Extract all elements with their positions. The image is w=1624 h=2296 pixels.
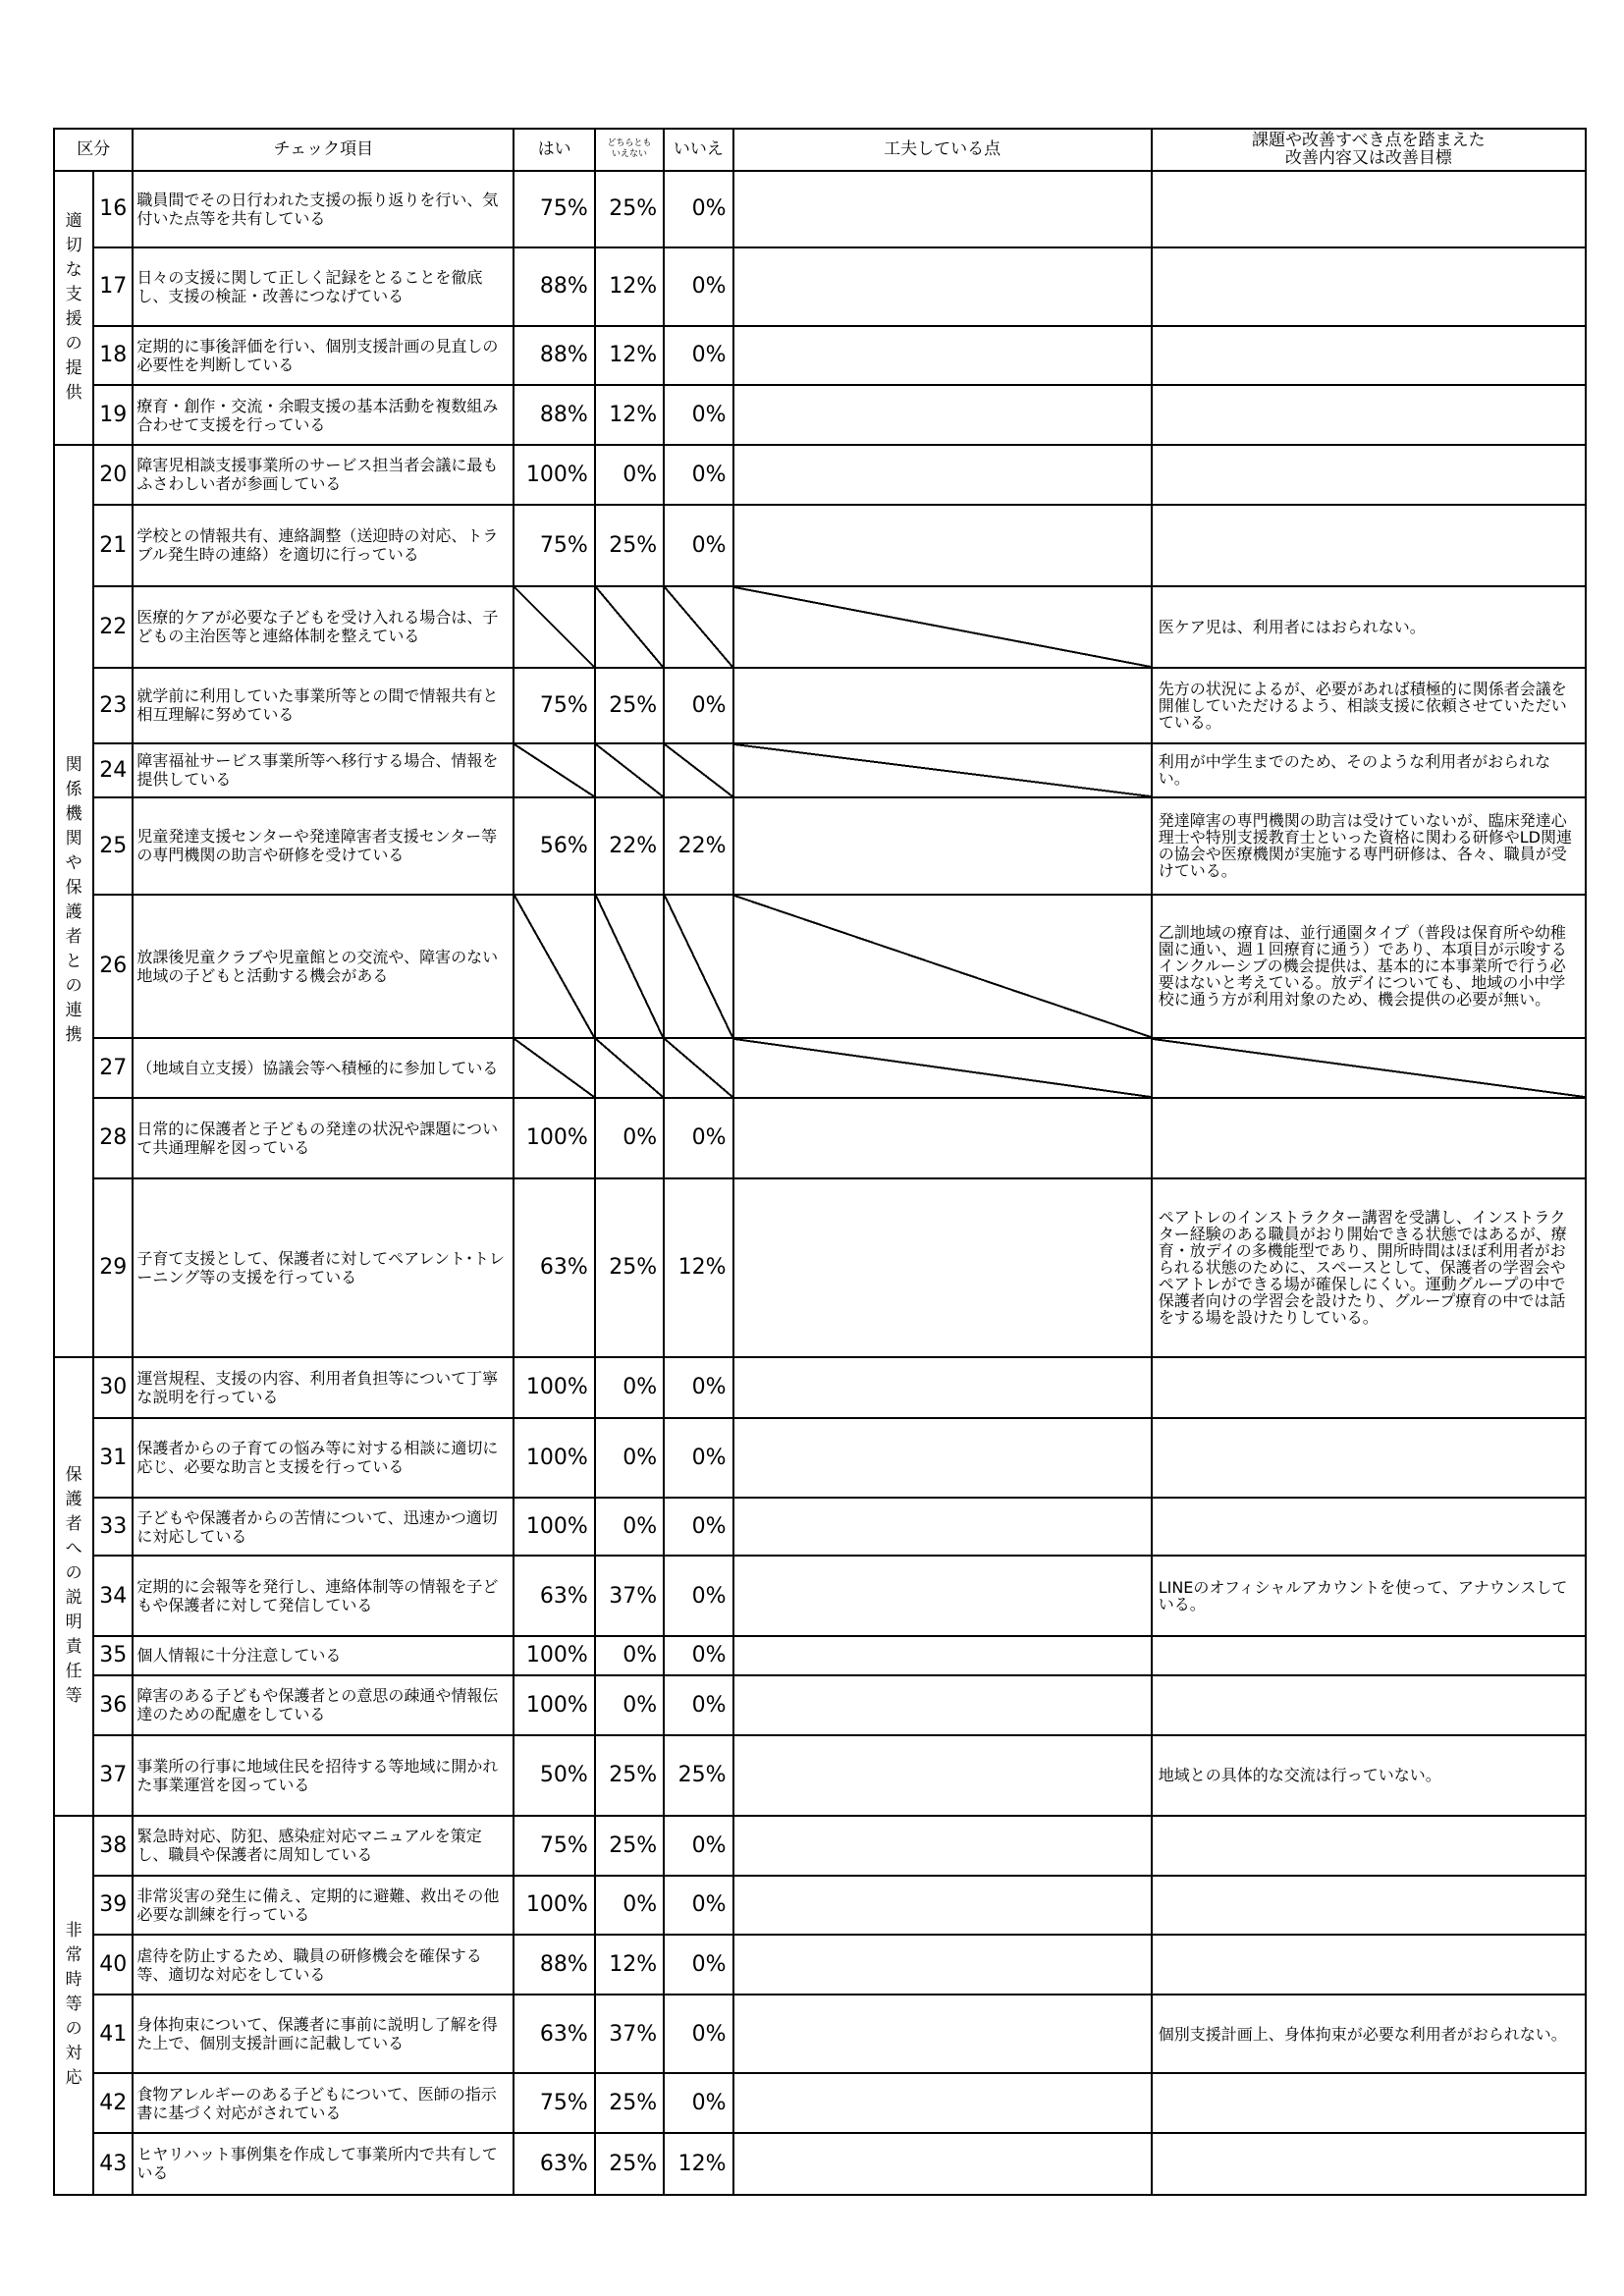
check-item: 保護者からの子育ての悩み等に対する相談に適切に応じ、必要な助言と支援を行っている [133, 1418, 514, 1498]
neither-percent: 25% [595, 1735, 664, 1816]
row-number: 26 [93, 895, 133, 1038]
table-row [54, 385, 1586, 445]
category-appropriate-support: 適切な支援の提供 [54, 171, 93, 446]
check-item: 障害福祉サービス事業所等へ移行する場合、情報を提供している [133, 743, 514, 797]
improve-cell: 地域との具体的な交流は行っていない。 [1152, 1735, 1586, 1816]
neither-not-applicable [595, 895, 664, 1038]
table-row [54, 1735, 1586, 1816]
effort-cell [733, 1178, 1152, 1357]
check-item: 虐待を防止するため、職員の研修機会を確保する等、適切な対応をしている [133, 1935, 514, 1995]
row-number: 43 [93, 2133, 133, 2195]
check-item: 児童発達支援センターや発達障害者支援センター等の専門機関の助言や研修を受けている [133, 797, 514, 895]
improve-cell [1152, 1418, 1586, 1498]
header-check-item: チェック項目 [133, 129, 514, 171]
no-percent: 12% [664, 2133, 732, 2195]
check-item: 医療的ケアが必要な子どもを受け入れる場合は、子どもの主治医等と連絡体制を整えている [133, 586, 514, 668]
improve-cell [1152, 1876, 1586, 1936]
table-row [54, 797, 1586, 895]
yes-percent: 50% [514, 1735, 594, 1816]
effort-cell [733, 668, 1152, 743]
improve-cell: 先方の状況によるが、必要があれば積極的に関係者会議を開催していただけるよう、相談支援に依頼させていただいている。 [1152, 668, 1586, 743]
table-row [54, 326, 1586, 386]
yes-not-applicable [514, 895, 594, 1038]
row-number: 20 [93, 445, 133, 505]
no-percent: 0% [664, 1816, 732, 1876]
improve-cell [1152, 1098, 1586, 1178]
row-number: 34 [93, 1556, 133, 1635]
effort-not-applicable [733, 743, 1152, 797]
table-row [54, 1935, 1586, 1995]
row-number: 17 [93, 247, 133, 326]
row-number: 38 [93, 1816, 133, 1876]
check-item: 学校との情報共有、連絡調整（送迎時の対応、トラブル発生時の連絡）を適切に行っている [133, 505, 514, 586]
effort-cell [733, 1418, 1152, 1498]
table-row [54, 1675, 1586, 1735]
row-number: 29 [93, 1178, 133, 1357]
effort-cell [733, 1876, 1152, 1936]
effort-cell [733, 326, 1152, 386]
yes-percent: 88% [514, 1935, 594, 1995]
table-row [54, 895, 1586, 1038]
no-not-applicable [664, 1038, 732, 1098]
check-item: 日々の支援に関して正しく記録をとることを徹底し、支援の検証・改善につなげている [133, 247, 514, 326]
yes-percent: 100% [514, 1636, 594, 1676]
check-item: 障害児相談支援事業所のサービス担当者会議に最もふさわしい者が参画している [133, 445, 514, 505]
table-row [54, 171, 1586, 247]
check-item: 運営規程、支援の内容、利用者負担等について丁寧な説明を行っている [133, 1357, 514, 1418]
neither-percent: 37% [595, 1995, 664, 2073]
effort-cell [733, 1995, 1152, 2073]
table-row [54, 586, 1586, 668]
neither-percent: 0% [595, 445, 664, 505]
row-number: 31 [93, 1418, 133, 1498]
check-item: 身体拘束について、保護者に事前に説明し了解を得た上で、個別支援計画に記載している [133, 1995, 514, 2073]
improve-cell: ペアトレのインストラクター講習を受講し、インストラクター経験のある職員がおり開始できる状態ではあるが、療育・放デイの多機能型であり、開所時間はほぼ利用者がおられる状態のために、スペースとして、保護者の学習会やペアトレができる場が確保しにくい。運動グループの中で保護者向けの学習会を設けたり、グループ療育の中では話をする場を設けたりしている。 [1152, 1178, 1586, 1357]
improve-cell [1152, 385, 1586, 445]
table-row [54, 1098, 1586, 1178]
yes-percent: 75% [514, 668, 594, 743]
neither-percent: 0% [595, 1675, 664, 1735]
yes-percent: 63% [514, 2133, 594, 2195]
header-effort: 工夫している点 [733, 129, 1152, 171]
effort-cell [733, 171, 1152, 247]
table-row [54, 1816, 1586, 1876]
row-number: 22 [93, 586, 133, 668]
row-number: 30 [93, 1357, 133, 1418]
row-number: 28 [93, 1098, 133, 1178]
table-row [54, 2073, 1586, 2133]
row-number: 41 [93, 1995, 133, 2073]
yes-percent: 100% [514, 445, 594, 505]
check-item: 非常災害の発生に備え、定期的に避難、救出その他必要な訓練を行っている [133, 1876, 514, 1936]
improve-cell [1152, 505, 1586, 586]
check-item: 定期的に会報等を発行し、連絡体制等の情報を子どもや保護者に対して発信している [133, 1556, 514, 1635]
neither-percent: 12% [595, 385, 664, 445]
effort-not-applicable [733, 1038, 1152, 1098]
no-percent: 0% [664, 505, 732, 586]
neither-percent: 0% [595, 1098, 664, 1178]
improve-cell [1152, 2073, 1586, 2133]
neither-percent: 25% [595, 668, 664, 743]
no-percent: 0% [664, 1675, 732, 1735]
row-number: 27 [93, 1038, 133, 1098]
row-number: 42 [93, 2073, 133, 2133]
neither-percent: 25% [595, 505, 664, 586]
no-percent: 0% [664, 385, 732, 445]
no-percent: 12% [664, 1178, 732, 1357]
yes-percent: 100% [514, 1357, 594, 1418]
yes-percent: 100% [514, 1675, 594, 1735]
row-number: 24 [93, 743, 133, 797]
yes-percent: 100% [514, 1418, 594, 1498]
check-item: 子どもや保護者からの苦情について、迅速かつ適切に対応している [133, 1498, 514, 1557]
check-item: 就学前に利用していた事業所等との間で情報共有と相互理解に努めている [133, 668, 514, 743]
effort-cell [733, 1098, 1152, 1178]
check-item: 日常的に保護者と子どもの発達の状況や課題について共通理解を図っている [133, 1098, 514, 1178]
improve-cell [1152, 171, 1586, 247]
no-percent: 0% [664, 1876, 732, 1936]
yes-not-applicable [514, 1038, 594, 1098]
yes-percent: 88% [514, 326, 594, 386]
header-yes: はい [514, 129, 594, 171]
neither-percent: 12% [595, 326, 664, 386]
no-percent: 0% [664, 1418, 732, 1498]
table-row [54, 505, 1586, 586]
improve-cell [1152, 326, 1586, 386]
improve-cell: LINEのオフィシャルアカウントを使って、アナウンスしている。 [1152, 1556, 1586, 1635]
neither-not-applicable [595, 743, 664, 797]
check-item: 定期的に事後評価を行い、個別支援計画の見直しの必要性を判断している [133, 326, 514, 386]
effort-cell [733, 1675, 1152, 1735]
check-item: 個人情報に十分注意している [133, 1636, 514, 1676]
improve-cell [1152, 2133, 1586, 2195]
check-item: 緊急時対応、防犯、感染症対応マニュアルを策定し、職員や保護者に周知している [133, 1816, 514, 1876]
yes-percent: 100% [514, 1876, 594, 1936]
category-cooperation: 関係機関や保護者との連携 [54, 445, 93, 1357]
no-percent: 0% [664, 1935, 732, 1995]
neither-percent: 0% [595, 1636, 664, 1676]
table-row [54, 1995, 1586, 2073]
improve-cell: 乙訓地域の療育は、並行通園タイプ（普段は保育所や幼稚園に通い、週１回療育に通う）であり、本項目が示唆するインクルーシブの機会提供は、基本的に本事業所で行う必要はないと考えている。放デイについても、地域の小中学校に通う方が利用対象のため、機会提供の必要が無い。 [1152, 895, 1586, 1038]
header-improve: 課題や改善すべき点を踏まえた 改善内容又は改善目標 [1152, 129, 1586, 171]
neither-percent: 0% [595, 1876, 664, 1936]
row-number: 21 [93, 505, 133, 586]
neither-percent: 25% [595, 1816, 664, 1876]
table-row [54, 2133, 1586, 2195]
yes-percent: 88% [514, 385, 594, 445]
no-percent: 0% [664, 1995, 732, 2073]
no-percent: 0% [664, 1636, 732, 1676]
row-number: 35 [93, 1636, 133, 1676]
header-neither: どちらとも いえない [595, 129, 664, 171]
category-emergency: 非常時等の対応 [54, 1816, 93, 2195]
row-number: 37 [93, 1735, 133, 1816]
check-item: （地域自立支援）協議会等へ積極的に参加している [133, 1038, 514, 1098]
yes-percent: 75% [514, 171, 594, 247]
category-accountability: 保護者への説明責任等 [54, 1357, 93, 1816]
effort-cell [733, 1735, 1152, 1816]
check-item: 職員間でその日行われた支援の振り返りを行い、気付いた点等を共有している [133, 171, 514, 247]
effort-not-applicable [733, 895, 1152, 1038]
row-number: 25 [93, 797, 133, 895]
no-percent: 0% [664, 1498, 732, 1557]
check-item: 放課後児童クラブや児童館との交流や、障害のない地域の子どもと活動する機会がある [133, 895, 514, 1038]
neither-percent: 12% [595, 247, 664, 326]
neither-not-applicable [595, 586, 664, 668]
no-not-applicable [664, 743, 732, 797]
yes-percent: 63% [514, 1178, 594, 1357]
no-not-applicable [664, 895, 732, 1038]
check-item: ヒヤリハット事例集を作成して事業所内で共有している [133, 2133, 514, 2195]
improve-cell: 医ケア児は、利用者にはおられない。 [1152, 586, 1586, 668]
effort-cell [733, 1556, 1152, 1635]
table-row [54, 743, 1586, 797]
effort-cell [733, 1935, 1152, 1995]
yes-percent: 75% [514, 505, 594, 586]
table-row [54, 445, 1586, 505]
yes-percent: 63% [514, 1995, 594, 2073]
improve-cell: 利用が中学生までのため、そのような利用者がおられない。 [1152, 743, 1586, 797]
improve-cell: 個別支援計画上、身体拘束が必要な利用者がおられない。 [1152, 1995, 1586, 2073]
neither-percent: 25% [595, 171, 664, 247]
no-percent: 0% [664, 445, 732, 505]
yes-percent: 56% [514, 797, 594, 895]
improve-cell [1152, 1935, 1586, 1995]
header-category: 区分 [54, 129, 133, 171]
effort-cell [733, 505, 1152, 586]
effort-cell [733, 2073, 1152, 2133]
no-percent: 0% [664, 171, 732, 247]
no-percent: 0% [664, 1357, 732, 1418]
neither-percent: 37% [595, 1556, 664, 1635]
yes-not-applicable [514, 586, 594, 668]
improve-not-applicable [1152, 1038, 1586, 1098]
table-row [54, 668, 1586, 743]
effort-cell [733, 385, 1152, 445]
effort-cell [733, 1357, 1152, 1418]
self-evaluation-table [53, 128, 1587, 2196]
row-number: 18 [93, 326, 133, 386]
no-percent: 0% [664, 247, 732, 326]
improve-cell: 発達障害の専門機関の助言は受けていないが、臨床発達心理士や特別支援教育士といった資格に関わる研修やLD関連の協会や医療機関が実施する専門研修は、各々、職員が受けている。 [1152, 797, 1586, 895]
effort-cell [733, 797, 1152, 895]
no-percent: 25% [664, 1735, 732, 1816]
yes-percent: 75% [514, 2073, 594, 2133]
row-number: 16 [93, 171, 133, 247]
improve-cell [1152, 1675, 1586, 1735]
check-item: 食物アレルギーのある子どもについて、医師の指示書に基づく対応がされている [133, 2073, 514, 2133]
no-not-applicable [664, 586, 732, 668]
effort-cell [733, 1816, 1152, 1876]
neither-not-applicable [595, 1038, 664, 1098]
yes-percent: 100% [514, 1098, 594, 1178]
improve-cell [1152, 1498, 1586, 1557]
no-percent: 0% [664, 668, 732, 743]
effort-cell [733, 247, 1152, 326]
neither-percent: 25% [595, 1178, 664, 1357]
no-percent: 0% [664, 2073, 732, 2133]
improve-cell [1152, 1357, 1586, 1418]
no-percent: 0% [664, 326, 732, 386]
yes-percent: 100% [514, 1498, 594, 1557]
header-no: いいえ [664, 129, 732, 171]
no-percent: 22% [664, 797, 732, 895]
neither-percent: 25% [595, 2073, 664, 2133]
row-number: 23 [93, 668, 133, 743]
table-row [54, 1876, 1586, 1936]
neither-percent: 22% [595, 797, 664, 895]
table-row [54, 1498, 1586, 1557]
check-item: 事業所の行事に地域住民を招待する等地域に開かれた事業運営を図っている [133, 1735, 514, 1816]
effort-cell [733, 2133, 1152, 2195]
no-percent: 0% [664, 1098, 732, 1178]
improve-cell [1152, 1636, 1586, 1676]
check-item: 療育・創作・交流・余暇支援の基本活動を複数組み合わせて支援を行っている [133, 385, 514, 445]
improve-cell [1152, 247, 1586, 326]
effort-cell [733, 445, 1152, 505]
check-item: 子育て支援として、保護者に対してペアレント･トレーニング等の支援を行っている [133, 1178, 514, 1357]
table-row [54, 1636, 1586, 1676]
table-row [54, 1556, 1586, 1635]
check-item: 障害のある子どもや保護者との意思の疎通や情報伝達のための配慮をしている [133, 1675, 514, 1735]
improve-cell [1152, 1816, 1586, 1876]
yes-percent: 75% [514, 1816, 594, 1876]
neither-percent: 0% [595, 1498, 664, 1557]
table-row [54, 1038, 1586, 1098]
effort-cell [733, 1636, 1152, 1676]
row-number: 39 [93, 1876, 133, 1936]
neither-percent: 0% [595, 1418, 664, 1498]
effort-not-applicable [733, 586, 1152, 668]
yes-percent: 63% [514, 1556, 594, 1635]
row-number: 33 [93, 1498, 133, 1557]
table-row [54, 1357, 1586, 1418]
row-number: 36 [93, 1675, 133, 1735]
row-number: 19 [93, 385, 133, 445]
neither-percent: 0% [595, 1357, 664, 1418]
row-number: 40 [93, 1935, 133, 1995]
yes-not-applicable [514, 743, 594, 797]
improve-cell [1152, 445, 1586, 505]
effort-cell [733, 1498, 1152, 1557]
yes-percent: 88% [514, 247, 594, 326]
table-row [54, 247, 1586, 326]
table-row [54, 1418, 1586, 1498]
table-row [54, 1178, 1586, 1357]
neither-percent: 25% [595, 2133, 664, 2195]
neither-percent: 12% [595, 1935, 664, 1995]
no-percent: 0% [664, 1556, 732, 1635]
header-row [54, 129, 1586, 171]
